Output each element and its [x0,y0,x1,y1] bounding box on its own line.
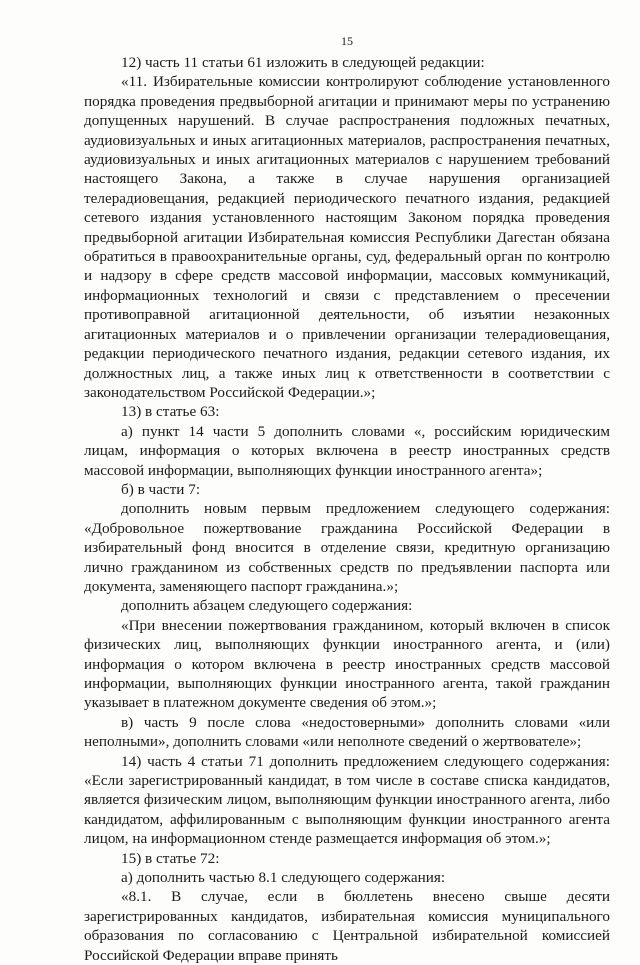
document-body [84,53,610,965]
paragraph-item-14: 14) часть 4 статьи 71 дополнить предложением следующего содержания: «Если зарегистрированный кандидат, в том числе в составе списка кандидатов, является физическим лицом, выполняющим функции иностранного агента, либо кандидатом, аффилированным с выполняющим функции иностранного агента лицом, на информационном стенде размещается информация об этом.»; [84,752,610,848]
paragraph-new-sentence: дополнить новым первым предложением следующего содержания: «Добровольное пожертвование гражданина Российской Федерации в избирательный фонд вносится в отделение связи, кредитную организацию лично гражданином из собственных средств по предъявлении паспорта или документа, заменяющего паспорт гражданина.»; [84,500,610,595]
paragraph-quote-11: «11. Избирательные комиссии контролируют соблюдение установленного порядка проведения предвыборной агитации и принимают меры по устранению допущенных нарушений. В случае распространения подложных печатных, аудиовизуальных и иных агитационных материалов, распространения печатных, аудиовизуальных и иных агитационных материалов с нарушением требований настоящего Закона, а также в случае нарушения организацией телерадиовещания, редакцией периодического печатного издания, редакцией сетевого издания установленного настоящим Законом порядка проведения предвыборной агитации Избирательная комиссия Республики Дагестан обязана обратиться в правоохранительные органы, суд, федеральный орган по контролю и надзору в сфере средств массовой информации, массовых коммуникаций, информационных технологий и связи с представлением о пресечении противоправной агитационной деятельности, об изъятии незаконных агитационных материалов и о привлечении организации телерадиовещания, редакции периодического печатного издания, редакции сетевого издания, их должностных лиц, а также иных лиц к ответственности в соответствии с законодательством Российской Федерации.»; [84,73,610,401]
paragraph-item-13: 13) в статье 63: [121,403,220,421]
paragraph-add-clause: дополнить абзацем следующего содержания: [121,597,413,615]
paragraph-sub-a-13: а) пункт 14 части 5 дополнить словами «, российским юридическим лицам, информация о которых включена в реестр иностранных средств массовой информации, выполняющих функции иностранного агента»; [84,422,610,479]
paragraph-item-12: 12) часть 11 статьи 61 изложить в следующей редакции: [121,54,485,71]
paragraph-sub-b-13: б) в части 7: [121,480,201,498]
paragraph-quote-8-1: «8.1. В случае, если в бюллетень внесено свыше десяти зарегистрированных кандидатов, избирательная комиссия муниципального образования по согласованию с Центральной избирательной комиссией Российской Федерации вправе принять [84,888,610,964]
page-number: 15 [341,34,353,48]
paragraph-item-15: 15) в статье 72: [121,849,220,867]
paragraph-sub-a-15: а) дополнить частью 8.1 следующего содержания: [121,869,446,887]
paragraph-quote-donation: «При внесении пожертвования гражданином, который включен в список физических лиц, выполняющих функции иностранного агента, и (или) информация о котором включена в реестр иностранных средств массовой информации, выполняющих функции иностранного агента, такой гражданин указывает в платежном документе сведения об этом.»; [84,616,610,712]
paragraph-sub-v-13: в) часть 9 после слова «недостоверными» дополнить словами «или неполными», дополнить словами «или неполноте сведений о жертвователе»; [84,713,610,751]
